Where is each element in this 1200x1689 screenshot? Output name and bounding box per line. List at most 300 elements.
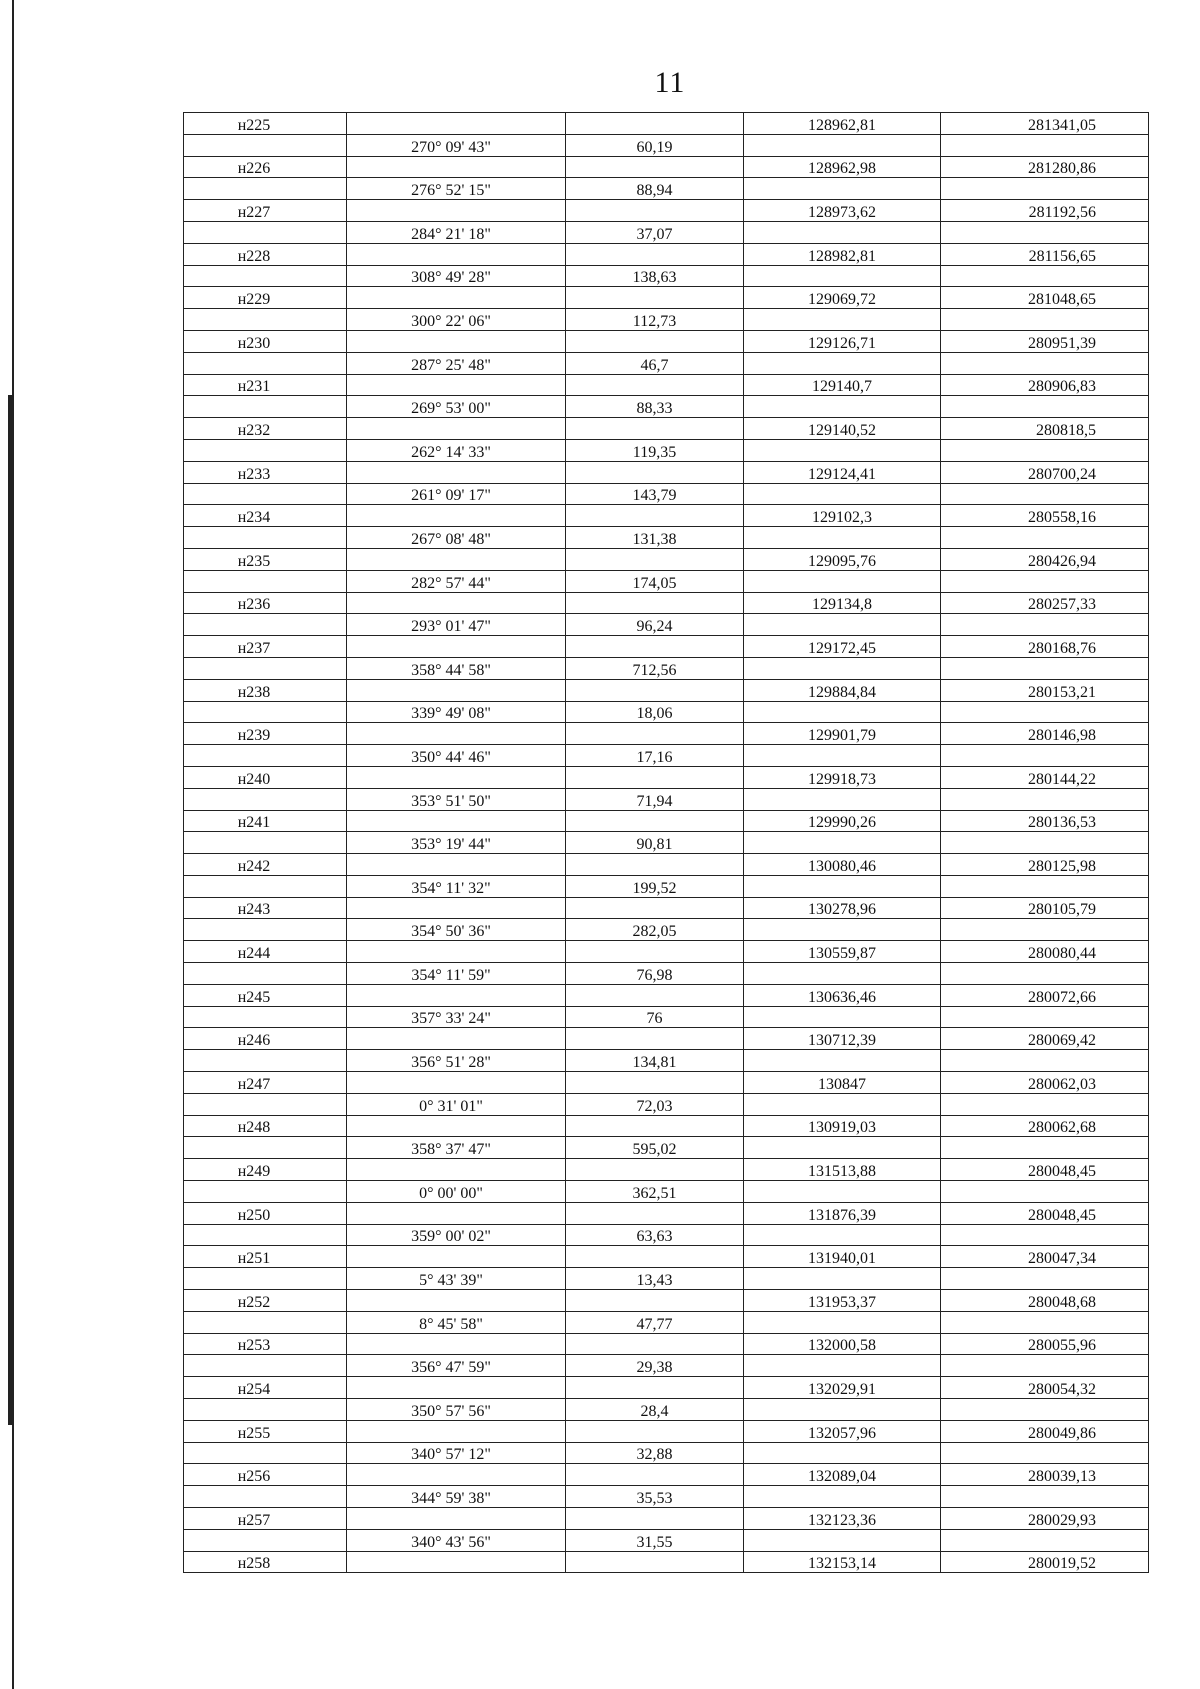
y-coordinate-cell <box>941 570 1149 592</box>
direction-angle-cell: 270° 09' 43" <box>347 134 566 156</box>
direction-angle-cell: 5° 43' 39" <box>347 1268 566 1290</box>
segment-length-cell <box>566 1464 744 1486</box>
point-row <box>184 200 1149 222</box>
direction-angle-cell <box>347 156 566 178</box>
point-name-cell <box>184 527 347 549</box>
direction-angle-cell <box>347 1551 566 1573</box>
direction-angle-cell: 354° 11' 32" <box>347 875 566 897</box>
point-row <box>184 1115 1149 1137</box>
segment-row <box>184 527 1149 549</box>
x-coordinate-cell: 128973,62 <box>744 200 941 222</box>
segment-length-cell <box>566 548 744 570</box>
point-row <box>184 810 1149 832</box>
direction-angle-cell <box>347 897 566 919</box>
direction-angle-cell <box>347 1028 566 1050</box>
y-coordinate-cell: 281192,56 <box>941 200 1149 222</box>
y-coordinate-cell <box>941 1006 1149 1028</box>
point-row <box>184 1246 1149 1268</box>
page-number: 11 <box>654 66 686 99</box>
segment-row <box>184 221 1149 243</box>
segment-length-cell: 60,19 <box>566 134 744 156</box>
segment-row <box>184 1268 1149 1290</box>
coordinates-table <box>183 112 1149 1573</box>
y-coordinate-cell: 280080,44 <box>941 941 1149 963</box>
point-row <box>184 1464 1149 1486</box>
x-coordinate-cell: 129140,7 <box>744 374 941 396</box>
x-coordinate-cell: 129990,26 <box>744 810 941 832</box>
x-coordinate-cell: 131953,37 <box>744 1290 941 1312</box>
segment-row <box>184 919 1149 941</box>
segment-row <box>184 1137 1149 1159</box>
segment-row <box>184 1311 1149 1333</box>
y-coordinate-cell <box>941 788 1149 810</box>
point-name-cell: н240 <box>184 766 347 788</box>
point-row <box>184 897 1149 919</box>
point-name-cell: н232 <box>184 418 347 440</box>
point-name-cell: н251 <box>184 1246 347 1268</box>
point-name-cell <box>184 1093 347 1115</box>
direction-angle-cell: 0° 00' 00" <box>347 1181 566 1203</box>
segment-length-cell: 112,73 <box>566 309 744 331</box>
segment-row <box>184 483 1149 505</box>
point-name-cell <box>184 134 347 156</box>
y-coordinate-cell: 280039,13 <box>941 1464 1149 1486</box>
segment-length-cell <box>566 505 744 527</box>
segment-row <box>184 439 1149 461</box>
point-name-cell <box>184 1268 347 1290</box>
y-coordinate-cell <box>941 1224 1149 1246</box>
segment-length-cell: 18,06 <box>566 701 744 723</box>
x-coordinate-cell: 130847 <box>744 1072 941 1094</box>
x-coordinate-cell <box>744 265 941 287</box>
point-name-cell: н230 <box>184 330 347 352</box>
x-coordinate-cell: 132029,91 <box>744 1377 941 1399</box>
point-row <box>184 287 1149 309</box>
segment-row <box>184 657 1149 679</box>
segment-row <box>184 178 1149 200</box>
point-name-cell: н229 <box>184 287 347 309</box>
direction-angle-cell <box>347 1377 566 1399</box>
x-coordinate-cell: 128962,98 <box>744 156 941 178</box>
point-name-cell <box>184 788 347 810</box>
point-name-cell <box>184 178 347 200</box>
x-coordinate-cell: 131876,39 <box>744 1202 941 1224</box>
direction-angle-cell <box>347 1508 566 1530</box>
point-row <box>184 636 1149 658</box>
y-coordinate-cell: 280048,45 <box>941 1159 1149 1181</box>
point-name-cell <box>184 1486 347 1508</box>
segment-length-cell: 595,02 <box>566 1137 744 1159</box>
segment-length-cell <box>566 1159 744 1181</box>
point-name-cell: н255 <box>184 1420 347 1442</box>
direction-angle-cell: 344° 59' 38" <box>347 1486 566 1508</box>
direction-angle-cell <box>347 1420 566 1442</box>
x-coordinate-cell <box>744 483 941 505</box>
x-coordinate-cell <box>744 1050 941 1072</box>
segment-length-cell <box>566 810 744 832</box>
x-coordinate-cell: 130636,46 <box>744 984 941 1006</box>
x-coordinate-cell <box>744 701 941 723</box>
y-coordinate-cell <box>941 963 1149 985</box>
point-row <box>184 243 1149 265</box>
direction-angle-cell <box>347 461 566 483</box>
segment-length-cell: 63,63 <box>566 1224 744 1246</box>
segment-length-cell <box>566 679 744 701</box>
x-coordinate-cell: 130919,03 <box>744 1115 941 1137</box>
segment-length-cell: 131,38 <box>566 527 744 549</box>
direction-angle-cell: 293° 01' 47" <box>347 614 566 636</box>
y-coordinate-cell: 280906,83 <box>941 374 1149 396</box>
segment-length-cell: 32,88 <box>566 1442 744 1464</box>
segment-length-cell: 199,52 <box>566 875 744 897</box>
segment-length-cell: 362,51 <box>566 1181 744 1203</box>
segment-length-cell <box>566 113 744 135</box>
direction-angle-cell <box>347 1115 566 1137</box>
point-name-cell <box>184 439 347 461</box>
segment-row <box>184 1093 1149 1115</box>
segment-length-cell <box>566 287 744 309</box>
segment-length-cell: 47,77 <box>566 1311 744 1333</box>
y-coordinate-cell <box>941 745 1149 767</box>
y-coordinate-cell <box>941 1137 1149 1159</box>
segment-row <box>184 1181 1149 1203</box>
segment-length-cell <box>566 592 744 614</box>
segment-length-cell: 138,63 <box>566 265 744 287</box>
direction-angle-cell <box>347 1202 566 1224</box>
x-coordinate-cell <box>744 1311 941 1333</box>
x-coordinate-cell <box>744 1399 941 1421</box>
direction-angle-cell <box>347 766 566 788</box>
x-coordinate-cell <box>744 1181 941 1203</box>
point-row <box>184 984 1149 1006</box>
x-coordinate-cell <box>744 570 941 592</box>
y-coordinate-cell <box>941 1050 1149 1072</box>
segment-row <box>184 745 1149 767</box>
direction-angle-cell: 261° 09' 17" <box>347 483 566 505</box>
segment-row <box>184 309 1149 331</box>
point-name-cell: н245 <box>184 984 347 1006</box>
y-coordinate-cell <box>941 1529 1149 1551</box>
y-coordinate-cell: 280048,45 <box>941 1202 1149 1224</box>
point-name-cell: н252 <box>184 1290 347 1312</box>
point-name-cell <box>184 832 347 854</box>
point-name-cell <box>184 570 347 592</box>
direction-angle-cell <box>347 1159 566 1181</box>
x-coordinate-cell: 132000,58 <box>744 1333 941 1355</box>
y-coordinate-cell: 280257,33 <box>941 592 1149 614</box>
y-coordinate-cell: 280105,79 <box>941 897 1149 919</box>
point-name-cell <box>184 1529 347 1551</box>
point-row <box>184 1420 1149 1442</box>
x-coordinate-cell <box>744 1006 941 1028</box>
point-name-cell: н226 <box>184 156 347 178</box>
y-coordinate-cell <box>941 1399 1149 1421</box>
point-row <box>184 505 1149 527</box>
segment-length-cell <box>566 984 744 1006</box>
direction-angle-cell: 356° 51' 28" <box>347 1050 566 1072</box>
point-row <box>184 1290 1149 1312</box>
segment-length-cell <box>566 461 744 483</box>
point-name-cell <box>184 221 347 243</box>
segment-length-cell <box>566 1551 744 1573</box>
point-name-cell <box>184 309 347 331</box>
x-coordinate-cell <box>744 963 941 985</box>
direction-angle-cell: 353° 51' 50" <box>347 788 566 810</box>
point-name-cell <box>184 1006 347 1028</box>
x-coordinate-cell <box>744 1093 941 1115</box>
point-name-cell <box>184 1137 347 1159</box>
point-row <box>184 1508 1149 1530</box>
y-coordinate-cell <box>941 832 1149 854</box>
direction-angle-cell <box>347 636 566 658</box>
y-coordinate-cell <box>941 1268 1149 1290</box>
direction-angle-cell: 267° 08' 48" <box>347 527 566 549</box>
point-name-cell <box>184 1224 347 1246</box>
y-coordinate-cell <box>941 134 1149 156</box>
direction-angle-cell <box>347 1333 566 1355</box>
y-coordinate-cell <box>941 221 1149 243</box>
point-name-cell: н228 <box>184 243 347 265</box>
point-name-cell: н258 <box>184 1551 347 1573</box>
x-coordinate-cell: 129069,72 <box>744 287 941 309</box>
point-row <box>184 766 1149 788</box>
direction-angle-cell <box>347 984 566 1006</box>
x-coordinate-cell <box>744 1137 941 1159</box>
x-coordinate-cell: 130080,46 <box>744 854 941 876</box>
segment-length-cell <box>566 1290 744 1312</box>
direction-angle-cell: 8° 45' 58" <box>347 1311 566 1333</box>
point-name-cell <box>184 919 347 941</box>
point-name-cell: н239 <box>184 723 347 745</box>
point-name-cell: н231 <box>184 374 347 396</box>
segment-row <box>184 570 1149 592</box>
point-name-cell: н244 <box>184 941 347 963</box>
direction-angle-cell: 269° 53' 00" <box>347 396 566 418</box>
x-coordinate-cell <box>744 875 941 897</box>
segment-length-cell: 35,53 <box>566 1486 744 1508</box>
segment-length-cell: 119,35 <box>566 439 744 461</box>
x-coordinate-cell <box>744 396 941 418</box>
y-coordinate-cell <box>941 657 1149 679</box>
y-coordinate-cell <box>941 1311 1149 1333</box>
x-coordinate-cell: 130712,39 <box>744 1028 941 1050</box>
point-row <box>184 1028 1149 1050</box>
segment-length-cell <box>566 941 744 963</box>
point-name-cell: н235 <box>184 548 347 570</box>
direction-angle-cell <box>347 1464 566 1486</box>
segment-length-cell: 88,94 <box>566 178 744 200</box>
segment-row <box>184 832 1149 854</box>
segment-length-cell: 282,05 <box>566 919 744 941</box>
point-name-cell <box>184 265 347 287</box>
y-coordinate-cell: 280072,66 <box>941 984 1149 1006</box>
direction-angle-cell: 359° 00' 02" <box>347 1224 566 1246</box>
y-coordinate-cell <box>941 1181 1149 1203</box>
x-coordinate-cell <box>744 221 941 243</box>
direction-angle-cell: 300° 22' 06" <box>347 309 566 331</box>
point-name-cell <box>184 1050 347 1072</box>
y-coordinate-cell: 280144,22 <box>941 766 1149 788</box>
point-row <box>184 941 1149 963</box>
y-coordinate-cell <box>941 1486 1149 1508</box>
direction-angle-cell: 350° 57' 56" <box>347 1399 566 1421</box>
x-coordinate-cell <box>744 614 941 636</box>
y-coordinate-cell <box>941 1355 1149 1377</box>
segment-length-cell: 72,03 <box>566 1093 744 1115</box>
point-name-cell <box>184 657 347 679</box>
direction-angle-cell: 308° 49' 28" <box>347 265 566 287</box>
segment-length-cell <box>566 1115 744 1137</box>
x-coordinate-cell <box>744 788 941 810</box>
direction-angle-cell <box>347 679 566 701</box>
y-coordinate-cell: 280558,16 <box>941 505 1149 527</box>
x-coordinate-cell <box>744 178 941 200</box>
direction-angle-cell <box>347 548 566 570</box>
direction-angle-cell: 287° 25' 48" <box>347 352 566 374</box>
y-coordinate-cell <box>941 265 1149 287</box>
segment-length-cell <box>566 1333 744 1355</box>
point-name-cell: н257 <box>184 1508 347 1530</box>
y-coordinate-cell <box>941 875 1149 897</box>
y-coordinate-cell: 280062,68 <box>941 1115 1149 1137</box>
y-coordinate-cell: 280062,03 <box>941 1072 1149 1094</box>
point-name-cell: н247 <box>184 1072 347 1094</box>
point-row <box>184 1072 1149 1094</box>
x-coordinate-cell <box>744 352 941 374</box>
segment-row <box>184 963 1149 985</box>
segment-length-cell <box>566 636 744 658</box>
point-row <box>184 1551 1149 1573</box>
segment-length-cell: 28,4 <box>566 1399 744 1421</box>
direction-angle-cell: 358° 44' 58" <box>347 657 566 679</box>
point-name-cell: н243 <box>184 897 347 919</box>
x-coordinate-cell: 129124,41 <box>744 461 941 483</box>
x-coordinate-cell <box>744 1355 941 1377</box>
direction-angle-cell: 356° 47' 59" <box>347 1355 566 1377</box>
segment-length-cell: 90,81 <box>566 832 744 854</box>
y-coordinate-cell: 280168,76 <box>941 636 1149 658</box>
x-coordinate-cell: 129126,71 <box>744 330 941 352</box>
direction-angle-cell <box>347 505 566 527</box>
direction-angle-cell <box>347 941 566 963</box>
segment-length-cell <box>566 897 744 919</box>
point-name-cell: н238 <box>184 679 347 701</box>
direction-angle-cell: 353° 19' 44" <box>347 832 566 854</box>
direction-angle-cell <box>347 374 566 396</box>
segment-length-cell <box>566 418 744 440</box>
x-coordinate-cell <box>744 1224 941 1246</box>
x-coordinate-cell <box>744 745 941 767</box>
y-coordinate-cell: 281048,65 <box>941 287 1149 309</box>
y-coordinate-cell <box>941 701 1149 723</box>
point-name-cell <box>184 1355 347 1377</box>
y-coordinate-cell: 280029,93 <box>941 1508 1149 1530</box>
segment-row <box>184 788 1149 810</box>
x-coordinate-cell: 132057,96 <box>744 1420 941 1442</box>
point-row <box>184 1159 1149 1181</box>
segment-row <box>184 701 1149 723</box>
y-coordinate-cell <box>941 439 1149 461</box>
x-coordinate-cell: 130559,87 <box>744 941 941 963</box>
direction-angle-cell <box>347 1072 566 1094</box>
point-name-cell: н242 <box>184 854 347 876</box>
segment-row <box>184 1355 1149 1377</box>
segment-length-cell: 88,33 <box>566 396 744 418</box>
x-coordinate-cell: 129884,84 <box>744 679 941 701</box>
direction-angle-cell: 262° 14' 33" <box>347 439 566 461</box>
direction-angle-cell: 357° 33' 24" <box>347 1006 566 1028</box>
point-name-cell: н253 <box>184 1333 347 1355</box>
x-coordinate-cell <box>744 309 941 331</box>
segment-row <box>184 875 1149 897</box>
segment-length-cell <box>566 1377 744 1399</box>
direction-angle-cell: 284° 21' 18" <box>347 221 566 243</box>
point-name-cell <box>184 483 347 505</box>
direction-angle-cell <box>347 723 566 745</box>
segment-length-cell <box>566 723 744 745</box>
x-coordinate-cell <box>744 919 941 941</box>
y-coordinate-cell: 281341,05 <box>941 113 1149 135</box>
point-name-cell: н227 <box>184 200 347 222</box>
direction-angle-cell: 339° 49' 08" <box>347 701 566 723</box>
y-coordinate-cell: 280054,32 <box>941 1377 1149 1399</box>
point-name-cell <box>184 614 347 636</box>
x-coordinate-cell: 129918,73 <box>744 766 941 788</box>
point-name-cell <box>184 396 347 418</box>
point-name-cell <box>184 963 347 985</box>
direction-angle-cell <box>347 418 566 440</box>
y-coordinate-cell <box>941 614 1149 636</box>
segment-length-cell: 37,07 <box>566 221 744 243</box>
point-name-cell <box>184 1399 347 1421</box>
x-coordinate-cell: 130278,96 <box>744 897 941 919</box>
y-coordinate-cell: 280049,86 <box>941 1420 1149 1442</box>
y-coordinate-cell <box>941 1442 1149 1464</box>
y-coordinate-cell: 280426,94 <box>941 548 1149 570</box>
direction-angle-cell <box>347 592 566 614</box>
y-coordinate-cell: 280951,39 <box>941 330 1149 352</box>
segment-length-cell <box>566 1246 744 1268</box>
direction-angle-cell: 358° 37' 47" <box>347 1137 566 1159</box>
segment-length-cell <box>566 1508 744 1530</box>
segment-row <box>184 134 1149 156</box>
segment-length-cell: 71,94 <box>566 788 744 810</box>
segment-row <box>184 614 1149 636</box>
direction-angle-cell: 340° 57' 12" <box>347 1442 566 1464</box>
x-coordinate-cell: 129134,8 <box>744 592 941 614</box>
direction-angle-cell <box>347 810 566 832</box>
y-coordinate-cell: 280019,52 <box>941 1551 1149 1573</box>
y-coordinate-cell: 280125,98 <box>941 854 1149 876</box>
segment-length-cell: 17,16 <box>566 745 744 767</box>
point-row <box>184 330 1149 352</box>
x-coordinate-cell: 131940,01 <box>744 1246 941 1268</box>
x-coordinate-cell <box>744 1486 941 1508</box>
point-row <box>184 418 1149 440</box>
point-name-cell: н241 <box>184 810 347 832</box>
point-row <box>184 1202 1149 1224</box>
point-name-cell: н248 <box>184 1115 347 1137</box>
x-coordinate-cell: 128982,81 <box>744 243 941 265</box>
segment-length-cell <box>566 1028 744 1050</box>
y-coordinate-cell: 281156,65 <box>941 243 1149 265</box>
y-coordinate-cell: 280047,34 <box>941 1246 1149 1268</box>
y-coordinate-cell <box>941 483 1149 505</box>
point-row <box>184 1333 1149 1355</box>
direction-angle-cell: 350° 44' 46" <box>347 745 566 767</box>
segment-row <box>184 1006 1149 1028</box>
point-row <box>184 548 1149 570</box>
